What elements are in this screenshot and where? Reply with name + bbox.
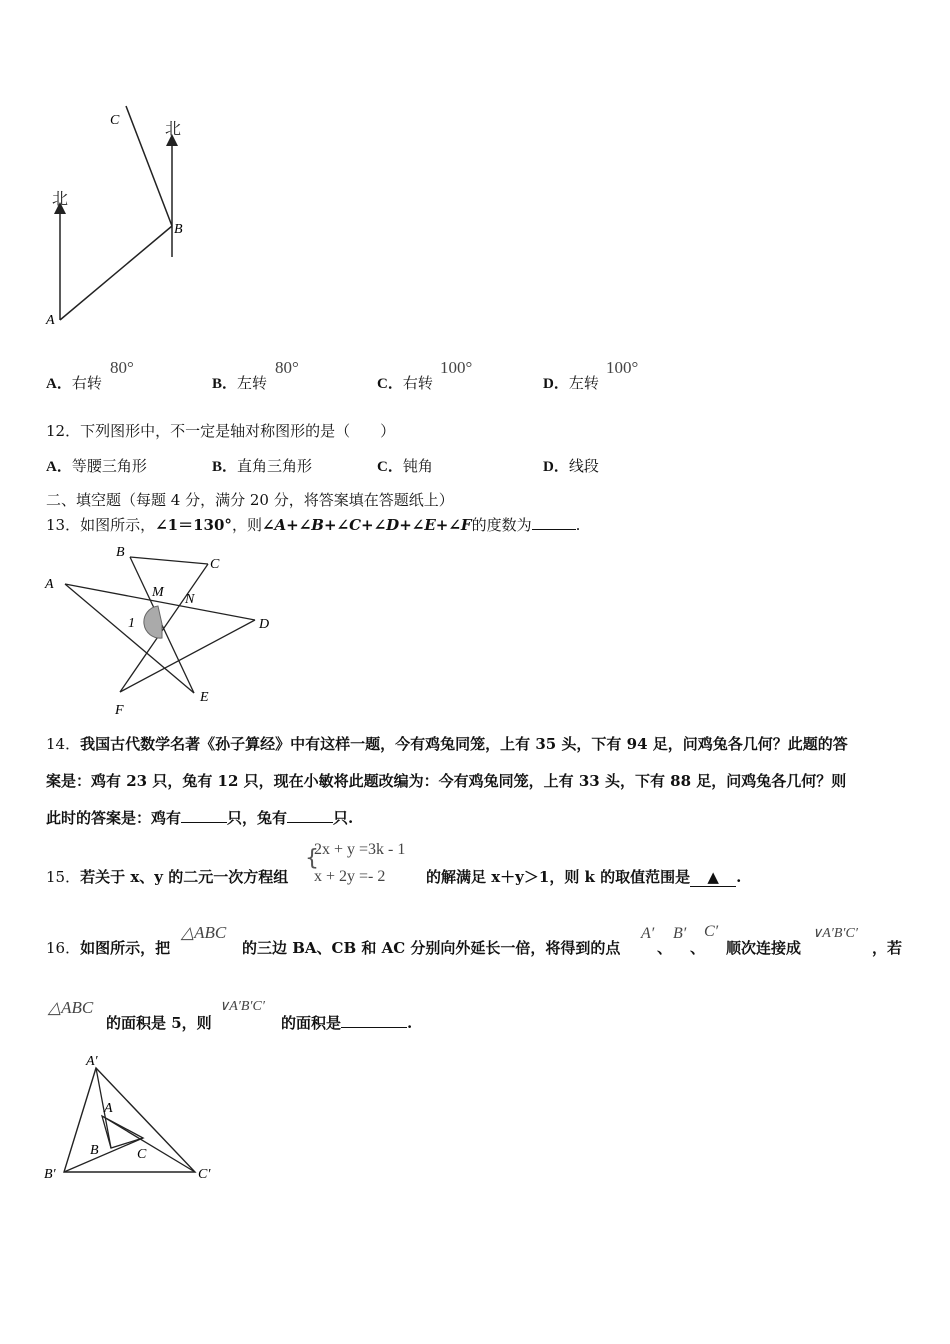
q11-direction-figure: [40, 100, 200, 340]
q16-stem-d: ，若: [872, 939, 903, 957]
q16-triangle-abc-1: △ABC: [181, 923, 227, 942]
label-angle-1: 1: [128, 616, 135, 631]
segment-ab: [60, 226, 172, 320]
label-b-prime: B′: [44, 1167, 56, 1182]
label-c: C: [210, 557, 220, 572]
q13-stem: 13．如图所示，∠1＝130°，则∠A+∠B+∠C+∠D+∠E+∠F的度数为 .: [46, 516, 581, 534]
q16-point-b-prime: B′: [673, 925, 687, 942]
label-d: D: [259, 617, 270, 632]
point-a-label: A: [46, 313, 55, 328]
q12-stem: [46, 420, 395, 441]
label-b: B: [90, 1143, 99, 1158]
q15-answer-blank[interactable]: [690, 868, 736, 887]
q13-star-figure: [40, 540, 290, 720]
north-label-right: 北: [165, 121, 182, 138]
label-c-prime: C′: [198, 1167, 211, 1182]
q14-line-1: 14．我国古代数学名著《孙子算经》中有这样一题，今有鸡兔同笼，上有 35 头，下有 94 足，问鸡兔各几何？此题的答: [46, 735, 848, 753]
q12-text: 下列图形中，不一定是轴对称图形的是（ ）: [80, 422, 396, 440]
q14-line-3: 此时的答案是：鸡有 只，兔有 只.: [46, 809, 354, 827]
extension-cb: [64, 1138, 143, 1172]
q11-option-a[interactable]: A．右转: [46, 374, 102, 392]
q16-point-c-prime: C′: [704, 923, 719, 940]
extension-ac: [102, 1116, 195, 1172]
q13-angle-sum: ∠A+∠B+∠C+∠D+∠E+∠F: [261, 516, 472, 534]
q15-equation-1: 2x + y =3k - 1: [314, 841, 406, 858]
q15-brace: {: [305, 846, 319, 871]
q15-number: 15．: [46, 868, 81, 886]
q13-answer-blank[interactable]: [532, 515, 576, 530]
q16-sep-2: 、: [690, 939, 706, 957]
q11-option-d-angle: 100°: [606, 358, 639, 377]
label-c: C: [137, 1147, 147, 1162]
label-e: E: [200, 690, 209, 705]
q14-number: 14．: [46, 735, 81, 753]
label-b: B: [116, 545, 125, 560]
q11-option-c[interactable]: C．右转: [377, 374, 433, 392]
segment-df: [120, 620, 255, 692]
segment-ae: [65, 584, 194, 693]
angle-1-arc: [144, 606, 162, 638]
q11-option-c-angle: 100°: [440, 358, 473, 377]
q16-stem-c: 顺次连接成: [726, 939, 802, 957]
q12-option-c[interactable]: C．钝角: [377, 457, 433, 475]
q15-stem-b: 的解满足 x＋y＞1，则 k 的取值范围是 ▲ .: [426, 868, 742, 886]
label-f: F: [115, 703, 124, 718]
q16-point-a-prime: A′: [641, 925, 655, 942]
q11-option-a-angle: 80°: [110, 358, 134, 377]
q16-number: 16．: [46, 939, 81, 957]
section-heading: 二、填空题（每题 4 分，满分 20 分，将答案填在答题纸上）: [46, 491, 454, 509]
q16-sep-1: 、: [657, 939, 673, 957]
q13-angle-given: ∠1＝130°: [155, 516, 232, 534]
q15-stem-a: 15．若关于 x、y 的二元一次方程组: [46, 868, 289, 886]
q14-chicken-blank[interactable]: [181, 808, 227, 823]
q12-option-d[interactable]: D．线段: [543, 457, 599, 475]
segment-bc: [130, 557, 208, 564]
q16-triangle-figure: [40, 1048, 230, 1188]
point-c-label: C: [110, 113, 120, 128]
north-label-left: 北: [52, 191, 69, 208]
q16-stem-a: 16．如图所示，把: [46, 939, 171, 957]
q15-answer-mark: ▲: [707, 868, 719, 886]
label-a: A: [104, 1101, 113, 1116]
q16-stem-b: 的三边 BA、CB 和 AC 分别向外延长一倍，将得到的点: [242, 939, 621, 957]
q16-answer-blank[interactable]: [341, 1013, 407, 1028]
q11-option-b[interactable]: B．左转: [212, 374, 268, 392]
q11-option-d[interactable]: D．左转: [543, 374, 599, 392]
q12-number: 12．: [46, 422, 81, 440]
q11-option-b-angle: 80°: [275, 358, 299, 377]
q16-triangle-prime-2: ∨A′B′C′: [219, 999, 265, 1014]
triangle-a1b1c1: [64, 1068, 195, 1172]
q13-number: 13．: [46, 516, 81, 534]
q12-option-a[interactable]: A．等腰三角形: [46, 457, 147, 475]
q16-area-text-a: 的面积是 5，则: [106, 1014, 212, 1032]
label-m: M: [152, 585, 164, 600]
q16-triangle-abc-2: △ABC: [48, 998, 94, 1017]
q14-line-2: 案是：鸡有 23 只，兔有 12 只，现在小敏将此题改编为：今有鸡兔同笼，上有 33 头，下有 88 足，问鸡兔各几何？则: [46, 772, 847, 790]
point-b-label: B: [174, 222, 183, 237]
label-a: A: [45, 577, 54, 592]
q14-rabbit-blank[interactable]: [287, 808, 333, 823]
q16-triangle-prime-1: ∨A′B′C′: [812, 926, 858, 941]
label-n: N: [185, 592, 195, 607]
q16-area-text-b: 的面积是 .: [281, 1014, 413, 1032]
q15-equation-2: x + 2y =- 2: [314, 868, 386, 885]
label-a-prime: A′: [86, 1054, 98, 1069]
q12-option-b[interactable]: B．直角三角形: [212, 457, 313, 475]
